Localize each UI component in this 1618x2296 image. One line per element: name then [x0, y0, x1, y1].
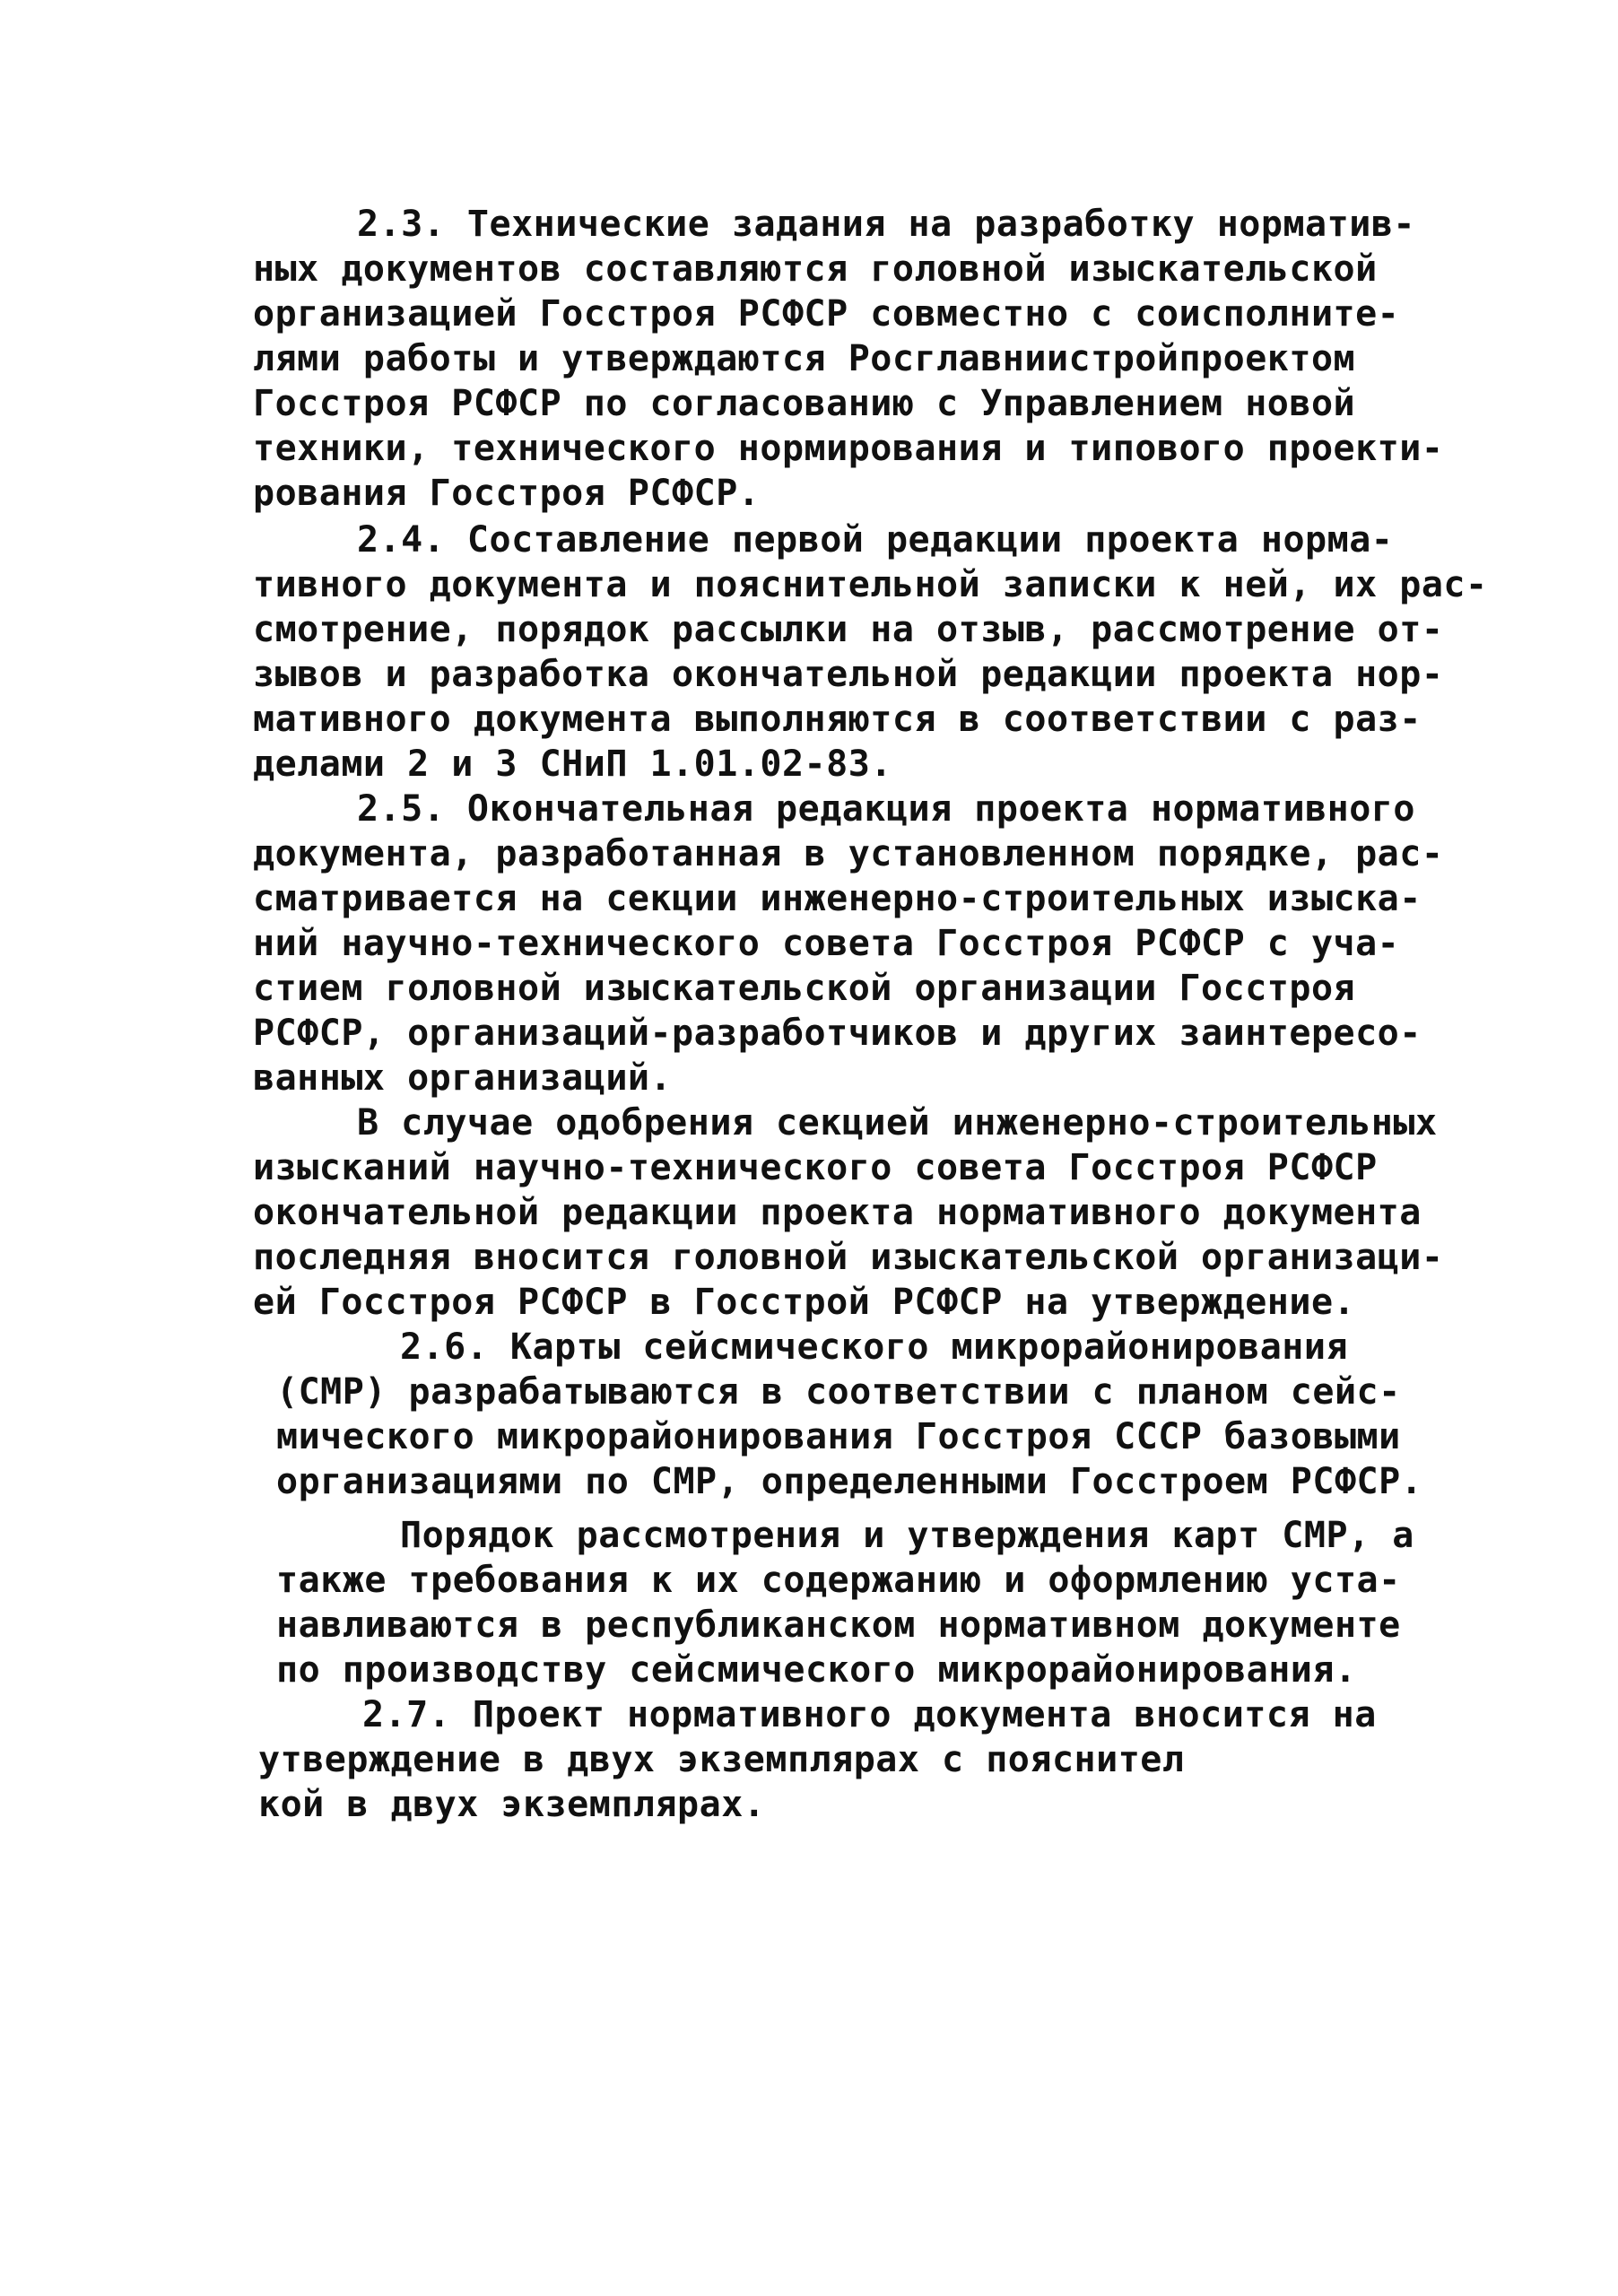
text-line: тивного документа и пояснительной записки к ней, их рас-: [253, 564, 1488, 605]
text-line: 2.6. Карты сейсмического микрорайонирования: [400, 1326, 1349, 1368]
text-line: по производству сейсмического микрорайонирования.: [276, 1649, 1357, 1691]
text-line: навливаются в республиканском нормативном документе: [276, 1605, 1401, 1646]
text-line: зывов и разработка окончательной редакции проекта нор-: [253, 654, 1444, 695]
text-line: последняя вносится головной изыскательской организаци-: [253, 1237, 1444, 1278]
text-line: также требования к их содержанию и оформлению уста-: [276, 1560, 1401, 1601]
text-line: утверждение в двух экземплярах с пояснител: [258, 1739, 1185, 1780]
text-line: 2.7. Проект нормативного документа вносится на: [362, 1694, 1377, 1735]
text-line: организацией Госстроя РСФСР совместно с соисполните-: [253, 293, 1400, 335]
text-line: ных документов составляются головной изыскательской: [253, 248, 1378, 290]
text-line: изысканий научно-технического совета Госстроя РСФСР: [253, 1147, 1378, 1188]
text-line: окончательной редакции проекта нормативного документа: [253, 1192, 1422, 1233]
text-line: 2.4. Составление первой редакции проекта норма-: [357, 519, 1394, 561]
text-line: мативного документа выполняются в соответствии с раз-: [253, 699, 1422, 740]
text-line: делами 2 и 3 СНиП 1.01.02-83.: [253, 744, 892, 785]
text-line: РСФСР, организаций-разработчиков и других заинтересо-: [253, 1013, 1422, 1054]
text-line: Порядок рассмотрения и утверждения карт СМР, а: [400, 1515, 1414, 1556]
text-line: лями работы и утверждаются Росглавниистройпроектом: [253, 338, 1356, 379]
text-line: ей Госстроя РСФСР в Госстрой РСФСР на утверждение.: [253, 1282, 1356, 1323]
text-line: В случае одобрения секцией инженерно-строительных: [357, 1102, 1438, 1144]
text-line: организациями по СМР, определенными Госстроем РСФСР.: [276, 1461, 1423, 1502]
text-line: документа, разработанная в установленном порядке, рас-: [253, 833, 1444, 874]
text-line: ванных организаций.: [253, 1057, 673, 1099]
text-line: 2.3. Технические задания на разработку норматив-: [357, 204, 1415, 245]
text-line: (СМР) разрабатываются в соответствии с планом сейс-: [276, 1371, 1401, 1413]
text-line: кой в двух экземплярах.: [258, 1784, 766, 1825]
text-line: стием головной изыскательской организации Госстроя: [253, 968, 1356, 1009]
text-line: смотрение, порядок рассылки на отзыв, рассмотрение от-: [253, 609, 1444, 650]
text-line: 2.5. Окончательная редакция проекта нормативного: [357, 788, 1415, 830]
text-line: сматривается на секции инженерно-строительных изыска-: [253, 878, 1422, 919]
text-line: техники, технического нормирования и типового проекти-: [253, 428, 1444, 469]
text-line: рования Госстроя РСФСР.: [253, 473, 761, 514]
text-line: ний научно-технического совета Госстроя РСФСР с уча-: [253, 923, 1400, 964]
text-line: Госстроя РСФСР по согласованию с Управлением новой: [253, 383, 1356, 424]
text-line: мического микрорайонирования Госстроя СССР базовыми: [276, 1416, 1401, 1457]
